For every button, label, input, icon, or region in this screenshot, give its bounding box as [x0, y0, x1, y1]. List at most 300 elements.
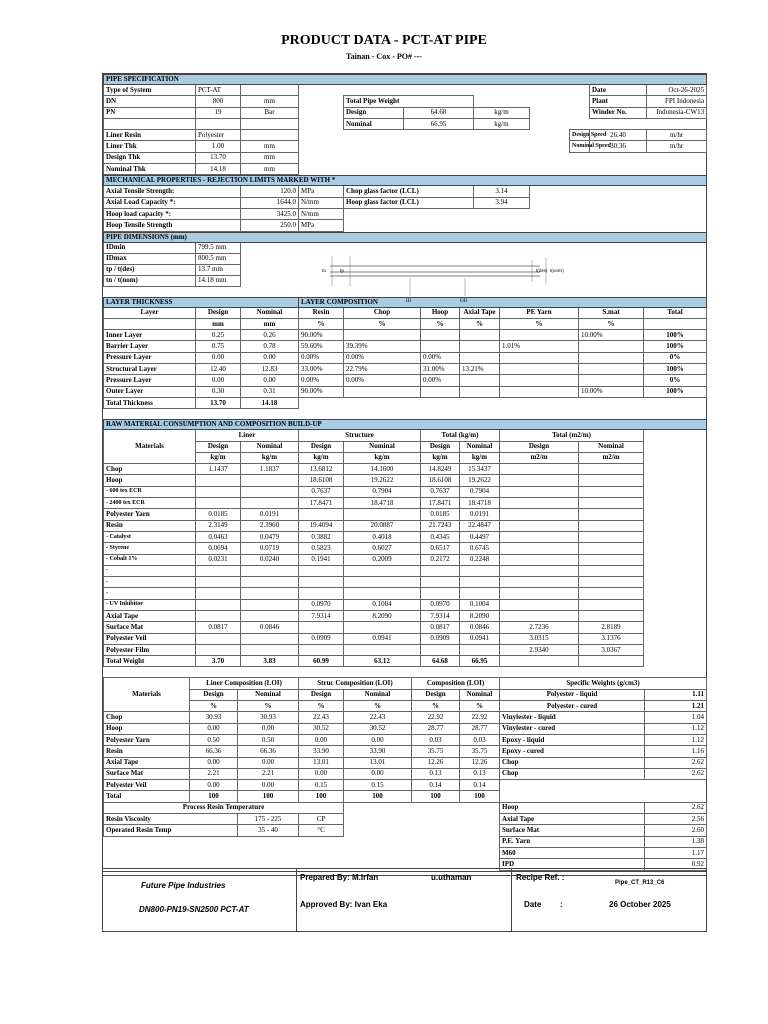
process-title: Process Resin Temperature: [104, 802, 344, 813]
table-cell: Chop: [104, 712, 190, 723]
table-cell: 0.14: [460, 780, 500, 791]
spacer: [644, 475, 707, 486]
table-cell: [241, 644, 299, 655]
table-cell: 0.00: [344, 768, 412, 779]
column-header: Nominal: [344, 689, 412, 700]
column-header: Design: [190, 689, 238, 700]
table-cell: 14.1600: [344, 464, 421, 475]
spacer: [644, 565, 707, 576]
table-cell: 1.04: [645, 712, 707, 723]
table-cell: [196, 565, 241, 576]
table-cell: [500, 565, 579, 576]
table-cell: 17.8471: [421, 498, 460, 509]
table-cell: 0.00: [190, 757, 238, 768]
table-cell: [460, 352, 500, 363]
table-cell: 0.7637: [421, 486, 460, 497]
table-cell: [460, 565, 500, 576]
table-row: [104, 531, 707, 542]
table-cell: [579, 588, 644, 599]
unit-header: %: [460, 701, 500, 712]
layer-table: LAYER THICKNESS LAYER COMPOSITION Layer Design Nominal Resin Chop Hoop Axial Tape PE Yarn S.mat Total mm mm % % % % % % Inner Layer 0.25 0.26 90.00% 10.00% 100% Barrier Layer 0.75 0.78 59.60% 39.39% 1.01% 100% Pressure Layer 0.00 0.00 0.00% 0.00% 0.00% 0% Structural Layer 12.40 12.83 33.00% 22.79% 31.00% 13.21% 100% Pressure Layer 0.00 0.00 0.00% 0.00% 0.00% 0% Outer Layer 0.30 0.31 90.00% 10.00% 100% Total Thickness 13.70 14.18: [103, 297, 707, 410]
table-row: [104, 554, 707, 565]
table-cell: [500, 498, 579, 509]
table-cell: 10.00%: [579, 386, 644, 397]
table-cell: 18.6108: [421, 475, 460, 486]
table-cell: [579, 364, 644, 375]
unit-header: %: [344, 318, 421, 329]
table-cell: 0.3882: [299, 531, 344, 542]
column-header: Design: [412, 689, 460, 700]
page-title: PRODUCT DATA - PCT-AT PIPE: [281, 33, 487, 48]
table-cell: 1.17: [645, 847, 707, 858]
table-cell: 0.0846: [460, 622, 500, 633]
spacer: [644, 599, 707, 610]
prepared-by-2: u.uthaman: [431, 873, 472, 882]
weight-title: Total Pipe Weight: [344, 96, 474, 107]
table-cell: 0.7904: [460, 486, 500, 497]
unit-header: %: [412, 701, 460, 712]
unit-header: %: [460, 318, 500, 329]
diagram-label-tn: tn: [322, 269, 326, 274]
table-cell: 0.03: [412, 734, 460, 745]
table-cell: 0.78: [241, 341, 299, 352]
table-cell: 2.21: [238, 768, 299, 779]
table-cell: -: [104, 565, 196, 576]
table-cell: [241, 565, 299, 576]
table-row: [104, 464, 707, 475]
table-cell: 0.15: [299, 780, 344, 791]
table-cell: [579, 341, 644, 352]
table-cell: 19.2622: [460, 475, 500, 486]
unit-header: %: [579, 318, 644, 329]
table-cell: 35.75: [460, 746, 500, 757]
dimensions-table: PIPE DIMENSIONS (mm) IDmin 799.5 mm IDmax 800.5 mm tp / t(des) 13.7 mm tn / t(nom) 14.18 mm: [103, 232, 707, 297]
table-cell: 30.52: [299, 723, 344, 734]
prepared-by: Prepared By: M.Irfan: [300, 873, 379, 882]
table-cell: 0.13: [460, 768, 500, 779]
table-cell: M60: [500, 847, 645, 858]
table-cell: Vinylester - liquid: [500, 712, 645, 723]
table-cell: 0.26: [241, 330, 299, 341]
unit-header: %: [500, 318, 579, 329]
table-cell: [196, 610, 241, 621]
table-cell: 90.00%: [299, 386, 344, 397]
table-cell: -: [104, 577, 196, 588]
table-cell: 66.95: [460, 656, 500, 667]
table-cell: 0.0817: [196, 622, 241, 633]
table-cell: 100: [299, 791, 344, 802]
unit-header: %: [421, 318, 460, 329]
table-cell: 0.14: [412, 780, 460, 791]
table-cell: [579, 486, 644, 497]
footer: [102, 868, 707, 932]
table-cell: Polyester - cured: [500, 701, 645, 712]
table-cell: 0.03: [460, 734, 500, 745]
table-cell: 28.77: [460, 723, 500, 734]
table-cell: Axial Tape: [104, 610, 196, 621]
table-cell: 60.99: [299, 656, 344, 667]
table-cell: [500, 656, 579, 667]
section-header: RAW MATERIAL CONSUMPTION AND COMPOSITION BUILD-UP: [104, 420, 707, 430]
table-cell: Vinylester - cured: [500, 723, 645, 734]
table-cell: [344, 565, 421, 576]
table-cell: 0.0231: [196, 554, 241, 565]
table-row: [104, 791, 707, 802]
table-cell: [299, 622, 344, 633]
table-row: [104, 588, 707, 599]
unit-header: mm: [241, 318, 299, 329]
spacer: [644, 441, 707, 452]
column-header: Nominal: [460, 441, 500, 452]
unit-header: kg/m: [421, 452, 460, 463]
diagram-label-od: OD: [460, 299, 468, 304]
table-cell: 8.2090: [460, 610, 500, 621]
table-cell: [299, 588, 344, 599]
table-cell: Polyester - liquid: [500, 689, 645, 700]
table-cell: 0.00: [299, 734, 344, 745]
table-cell: 33.90: [299, 746, 344, 757]
unit-header: kg/m: [460, 452, 500, 463]
table-cell: - 600 tex ECR: [104, 486, 196, 497]
table-row: [104, 610, 707, 621]
table-cell: 1.21: [645, 701, 707, 712]
table-cell: 59.60%: [299, 341, 344, 352]
table-row: [104, 330, 707, 341]
column-header: Nominal: [238, 689, 299, 700]
table-cell: 0.2009: [344, 554, 421, 565]
table-cell: [500, 610, 579, 621]
column-header: Design: [299, 441, 344, 452]
table-cell: 0.0479: [241, 531, 299, 542]
table-cell: 18.4718: [460, 498, 500, 509]
pipe-spec-table: PIPE SPECIFICATION Type of System PCT-AT Date Oct-26-2025 DN 800 mm Total Pipe Weight Plant FPI Indonesia PN 19 Bar Design 64.68 kg/m Winder No. Indonesia-CW13 Nominal 66.95 kg/m Liner Resin Polyester Design Speed 26.40 m/hr Liner Thk 1.00 mm Nominal Speed 30.36 m/hr Design Thk 13.70 mm Nominal Thk 14.18 mm: [103, 74, 707, 175]
table-cell: 2.21: [190, 768, 238, 779]
table-cell: 22.4847: [460, 520, 500, 531]
table-cell: 1.01%: [500, 341, 579, 352]
recipe-label: Recipe Ref. :: [516, 873, 565, 882]
date-value: 26 October 2025: [609, 900, 671, 909]
table-cell: [460, 577, 500, 588]
table-cell: [196, 475, 241, 486]
table-cell: 39.39%: [344, 341, 421, 352]
table-cell: 0.00: [241, 352, 299, 363]
table-cell: 3.70: [196, 656, 241, 667]
table-cell: 0.15: [344, 780, 412, 791]
table-cell: [460, 386, 500, 397]
info-value: Oct-26-2025: [647, 85, 707, 96]
spacer: [644, 644, 707, 655]
diagram-label-tdes: t(des): [536, 269, 548, 274]
table-cell: [500, 599, 579, 610]
table-row: [104, 520, 707, 531]
column-header: Layer: [104, 307, 196, 318]
table-cell: [500, 330, 579, 341]
table-row: [104, 375, 707, 386]
table-cell: 0.75: [196, 341, 241, 352]
unit-header: kg/m: [299, 452, 344, 463]
column-header: Nominal: [344, 441, 421, 452]
table-cell: [500, 520, 579, 531]
table-cell: 100: [238, 791, 299, 802]
table-row: [104, 644, 707, 655]
table-cell: 100: [190, 791, 238, 802]
table-row: [104, 486, 707, 497]
table-cell: 0.50: [190, 734, 238, 745]
table-cell: 0.13: [412, 768, 460, 779]
table-cell: Surface Mat: [104, 768, 190, 779]
table-cell: 0.6745: [460, 543, 500, 554]
page-subtitle: Tainan - Cox - PO# ---: [346, 52, 422, 61]
table-cell: 1.1837: [241, 464, 299, 475]
table-cell: 1.11: [645, 689, 707, 700]
table-cell: 28.77: [412, 723, 460, 734]
column-header: Nominal: [241, 441, 299, 452]
diagram-label-id: ID: [406, 299, 412, 304]
table-cell: 1.12: [645, 723, 707, 734]
table-cell: [500, 543, 579, 554]
spacer: [644, 486, 707, 497]
section-header: MECHANICAL PROPERTIES - REJECTION LIMITS MARKED WITH *: [104, 176, 707, 186]
table-cell: 0.0909: [421, 633, 460, 644]
table-cell: 33.90: [344, 746, 412, 757]
table-cell: 3.0315: [500, 633, 579, 644]
table-cell: 0.50: [238, 734, 299, 745]
table-cell: Polyester Film: [104, 644, 196, 655]
table-cell: 13.01: [299, 757, 344, 768]
column-header: Design: [299, 689, 344, 700]
table-cell: 100%: [644, 364, 707, 375]
table-cell: [579, 531, 644, 542]
table-row: [104, 723, 707, 734]
table-row: [104, 622, 707, 633]
table-cell: [579, 610, 644, 621]
table-cell: 7.9314: [299, 610, 344, 621]
approved-by: Approved By: Ivan Eka: [300, 900, 388, 909]
date-colon: :: [560, 900, 563, 909]
table-cell: 13.21%: [460, 364, 500, 375]
table-cell: [500, 475, 579, 486]
table-cell: 31.00%: [421, 364, 460, 375]
table-cell: 0.00: [241, 375, 299, 386]
table-cell: [196, 588, 241, 599]
table-cell: Structural Layer: [104, 364, 196, 375]
unit-header: %: [190, 701, 238, 712]
spacer: [644, 509, 707, 520]
table-cell: 0.4345: [421, 531, 460, 542]
table-cell: [500, 531, 579, 542]
table-cell: [241, 588, 299, 599]
product-data-sheet: [102, 73, 707, 872]
table-cell: 0.0719: [241, 543, 299, 554]
table-cell: 0.0941: [460, 633, 500, 644]
table-cell: 22.43: [344, 712, 412, 723]
spacer: [104, 847, 500, 858]
spacer: [644, 498, 707, 509]
spacer: [644, 464, 707, 475]
table-cell: 22.79%: [344, 364, 421, 375]
table-cell: Epoxy - liquid: [500, 734, 645, 745]
table-cell: 0.92: [645, 859, 707, 870]
table-cell: [460, 644, 500, 655]
table-cell: [579, 565, 644, 576]
table-cell: 21.7243: [421, 520, 460, 531]
table-cell: 13.6812: [299, 464, 344, 475]
loi-table: Materials Liner Composition (LOI) Struc Composition (LOI) Composition (LOI) Specific Weights (g/cm3) Design Nominal Design Nominal Design Nominal Polyester - liquid 1.11 % % % % % % Polyester - cured 1.21 Chop 30.93 30.93 22.43 22.43 22.92 22.92 Vinylester - liquid 1.04 Hoop 0.00 0.00 30.52 30.52 28.77 28.77 Vinylester - cured 1.12 Polyester Yarn 0.50 0.50 0.00 0.00 0.03 0.03 Epoxy - liquid 1.12 Resin 66.36 66.36 33.90 33.90 35.75 35.75 Epoxy - cured 1.16 Axial Tape 0.00 0.00 13.01 13.01 12.26 12.26 Chop 2.62 Surface Mat 2.21 2.21 0.00 0.00 0.13 0.13 Chop 2.62 Polyester Veil 0.00 0.00 0.15 0.15 0.14 0.14 Total 100 100 100 100 100 100 Process Resin Temperature Hoop 2.62 Resin Viscosity 175 - 225 CP Axial Tape 2.56 Operated Resin Temp 35 - 40 °C Surface Mat 2.60 P.E. Yarn 1.38 M60 1.17 IPD 0.92: [103, 677, 707, 870]
table-cell: 0.0463: [196, 531, 241, 542]
table-cell: 0.00: [196, 375, 241, 386]
table-cell: [344, 577, 421, 588]
table-cell: [579, 509, 644, 520]
table-cell: [500, 464, 579, 475]
table-cell: 0.4497: [460, 531, 500, 542]
spec-value: PCT-AT: [196, 85, 241, 96]
table-cell: 0.0909: [299, 633, 344, 644]
table-cell: [421, 386, 460, 397]
table-cell: 7.9314: [421, 610, 460, 621]
table-row: [104, 757, 707, 768]
table-cell: [421, 588, 460, 599]
table-cell: 15.3437: [460, 464, 500, 475]
table-row: [104, 341, 707, 352]
table-cell: 0.4018: [344, 531, 421, 542]
table-cell: 19.2622: [344, 475, 421, 486]
table-row: [104, 475, 707, 486]
table-cell: 0.00: [190, 723, 238, 734]
unit-header: %: [344, 701, 412, 712]
unit-header: [644, 318, 707, 329]
table-cell: [344, 386, 421, 397]
table-cell: 13.01: [344, 757, 412, 768]
spacer: [644, 633, 707, 644]
table-cell: 1.38: [645, 836, 707, 847]
spacer: [644, 610, 707, 621]
table-cell: - Catalyst: [104, 531, 196, 542]
recipe-value: Pipe_CT_R13_C6: [615, 880, 665, 886]
table-cell: - UV Inhibitor: [104, 599, 196, 610]
table-cell: 63.12: [344, 656, 421, 667]
table-cell: [241, 498, 299, 509]
table-cell: [344, 622, 421, 633]
raw-material-table: RAW MATERIAL CONSUMPTION AND COMPOSITION BUILD-UP Materials Liner Structure Total (kg/m) Total (m2/m) Design Nominal Design Nominal Design Nominal Design Nominal kg/m kg/m kg/m kg/m kg/m kg/m m2/m m2/m Chop 1.1437 1.1837 13.6812 14.1600 14.8249 15.3437 Hoop 18.6108 19.2622 18.6108 19.2622 - 600 tex ECR 0.7637 0.7904 0.7637 0.7904 - 2400 tex ECR 17.8471 18.4718 17.8471 18.4718 Polyester Yarn 0.0185 0.0191 0.0185 0.0191 Resin 2.3149 2.3960 19.4094 20.0887 21.7243 22.4847 - Catalyst 0.0463 0.0479 0.3882 0.4018 0.4345 0.4497 - Styrene 0.0694 0.0719 0.5823 0.6027 0.6517 0.6745 - Cobalt 1% 0.0231 0.0240 0.1941 0.2009 0.2172 0.2248 - - - - UV Inhibitor 0.0970 0.1004 0.0970 0.1004 Axial Tape 7.9314 8.2090 7.9314 8.2090 Surface Mat 0.0817 0.0846 0.0817 0.0846 2.7236 2.8189 Polyester Veil 0.0909 0.0941 0.0909 0.0941 3.0315 3.1376 Polyester Film 2.9340 3.0367 Total Weight 3.70 3.83 60.99 63.12 64.68 66.95: [103, 419, 707, 667]
column-header: Chop: [344, 307, 421, 318]
spacer: [644, 622, 707, 633]
table-cell: Resin: [104, 746, 190, 757]
table-cell: 30.93: [190, 712, 238, 723]
column-header: Design: [500, 441, 579, 452]
table-cell: Resin: [104, 520, 196, 531]
table-cell: 0.00%: [421, 375, 460, 386]
table-cell: 3.0367: [579, 644, 644, 655]
table-cell: 0.6517: [421, 543, 460, 554]
table-cell: [579, 656, 644, 667]
table-row: [104, 509, 707, 520]
table-cell: 22.92: [460, 712, 500, 723]
column-header: Nominal: [241, 307, 299, 318]
table-cell: 35.75: [412, 746, 460, 757]
table-cell: 0.00%: [299, 375, 344, 386]
table-cell: 0.00%: [344, 352, 421, 363]
unit-header: m2/m: [500, 452, 579, 463]
table-cell: 0.5823: [299, 543, 344, 554]
table-cell: [196, 633, 241, 644]
section-header: LAYER COMPOSITION: [299, 297, 707, 307]
spacer: [644, 554, 707, 565]
unit-header: kg/m: [196, 452, 241, 463]
table-cell: Total: [104, 791, 190, 802]
table-cell: Outer Layer: [104, 386, 196, 397]
table-cell: Polyester Veil: [104, 780, 190, 791]
table-cell: Chop: [500, 768, 645, 779]
table-cell: IPD: [500, 859, 645, 870]
table-cell: 0.1004: [344, 599, 421, 610]
table-cell: [500, 509, 579, 520]
spacer: [644, 588, 707, 599]
table-cell: [196, 486, 241, 497]
table-row: [104, 599, 707, 610]
column-header: Design: [421, 441, 460, 452]
table-cell: 3.83: [241, 656, 299, 667]
table-cell: 0.0970: [299, 599, 344, 610]
unit-header: %: [299, 701, 344, 712]
table-cell: 0.0846: [241, 622, 299, 633]
table-cell: 2.7236: [500, 622, 579, 633]
table-cell: Polyester Yarn: [104, 509, 196, 520]
section-header: LAYER THICKNESS: [104, 297, 299, 307]
table-cell: 0.00%: [344, 375, 421, 386]
table-cell: [579, 352, 644, 363]
column-header: Design: [196, 441, 241, 452]
table-cell: [500, 375, 579, 386]
table-cell: [299, 644, 344, 655]
column-header: Resin: [299, 307, 344, 318]
table-cell: 1.16: [645, 746, 707, 757]
table-cell: Epoxy - cured: [500, 746, 645, 757]
unit-header: %: [238, 701, 299, 712]
spacer: [644, 520, 707, 531]
table-cell: [196, 644, 241, 655]
table-cell: 12.40: [196, 364, 241, 375]
table-cell: 0.0185: [421, 509, 460, 520]
spacer: [500, 780, 707, 791]
table-cell: 0.00: [238, 780, 299, 791]
table-cell: [299, 577, 344, 588]
table-cell: 0.2248: [460, 554, 500, 565]
table-cell: 0.0191: [241, 509, 299, 520]
table-cell: 100: [460, 791, 500, 802]
table-cell: 12.83: [241, 364, 299, 375]
spacer: [644, 656, 707, 667]
table-cell: 14.8249: [421, 464, 460, 475]
table-row: [104, 364, 707, 375]
table-cell: [196, 599, 241, 610]
table-cell: 8.2090: [344, 610, 421, 621]
unit-header: %: [299, 318, 344, 329]
table-cell: 100: [344, 791, 412, 802]
table-cell: 0.00%: [299, 352, 344, 363]
table-cell: 18.6108: [299, 475, 344, 486]
table-cell: 0.0941: [344, 633, 421, 644]
table-cell: - Cobalt 1%: [104, 554, 196, 565]
table-cell: [241, 610, 299, 621]
table-cell: Pressure Layer: [104, 375, 196, 386]
table-cell: 2.62: [645, 757, 707, 768]
column-header: Axial Tape: [460, 307, 500, 318]
column-header: Hoop: [421, 307, 460, 318]
table-cell: 100: [412, 791, 460, 802]
table-cell: [421, 565, 460, 576]
table-cell: Inner Layer: [104, 330, 196, 341]
info-label: Date: [590, 85, 647, 96]
